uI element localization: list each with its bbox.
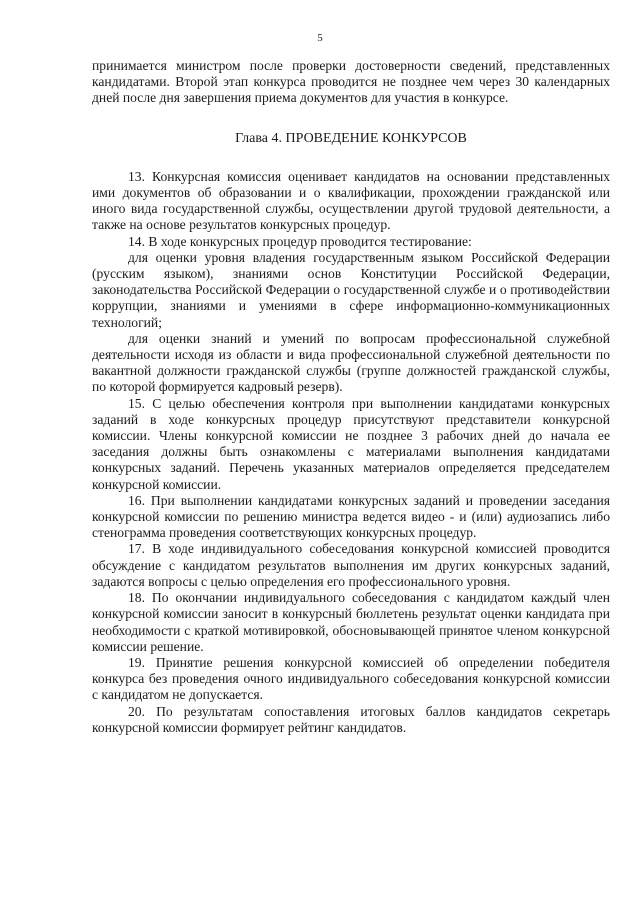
paragraph-16: 16. При выполнении кандидатами конкурсных заданий и проведении заседания конкурсной комиссии по решению министра ведется видео - и (или) аудиозапись либо стенограмма проведения соответствующих конкурсных процедур. xyxy=(92,492,610,541)
paragraph-19: 19. Принятие решения конкурсной комиссией об определении победителя конкурса без проведения очного индивидуального собеседования конкурсной комиссии с кандидатом не допускается. xyxy=(92,654,610,703)
paragraph-18: 18. По окончании индивидуального собеседования с кандидатом каждый член конкурсной комиссии заносит в конкурсный бюллетень результат оценки кандидата при необходимости с краткой мотивировкой, обосновывающей принятое членом конкурсной комиссии решение. xyxy=(92,590,610,654)
document-body xyxy=(92,58,610,736)
paragraph-14: 14. В ходе конкурсных процедур проводится тестирование: xyxy=(128,233,472,249)
paragraph-13: 13. Конкурсная комиссия оценивает кандидатов на основании представленных ими документов об образовании и о квалификации, прохождении гражданской или иного вида государственной службы, осуществлении другой трудовой деятельности, а также на основе результатов конкурсных процедур. xyxy=(92,168,610,233)
paragraph-14-item-2: для оценки знаний и умений по вопросам профессиональной служебной деятельности исходя из области и вида профессиональной служебной деятельности по вакантной должности гражданской службы (группе должностей гражданской службы, по которой формируется кадровый резерв). xyxy=(92,330,610,395)
intro-paragraph: принимается министром после проверки достоверности сведений, представленных кандидатами. Второй этап конкурса проводится не позднее чем через 30 календарных дней после дня завершения приема документов для участия в конкурсе. xyxy=(92,58,610,106)
paragraph-20: 20. По результатам сопоставления итоговых баллов кандидатов секретарь конкурсной комиссии формирует рейтинг кандидатов. xyxy=(92,703,610,735)
chapter-title: Глава 4. ПРОВЕДЕНИЕ КОНКУРСОВ xyxy=(235,130,467,146)
paragraph-17: 17. В ходе индивидуального собеседования конкурсной комиссией проводится обсуждение с кандидатом результатов выполнения им других конкурсных заданий, задаются вопросы с целью определения его профессионального уровня. xyxy=(92,541,610,589)
paragraph-14-item-1: для оценки уровня владения государственным языком Российской Федерации (русским языком), знаниями основ Конституции Российской Федерации, законодательства Российской Федерации о государственной службе и о противодействии коррупции, знаниями и умениями в сфере информационно-коммуникационных технологий; xyxy=(92,249,610,330)
page-number: 5 xyxy=(317,32,323,44)
paragraph-15: 15. С целью обеспечения контроля при выполнении кандидатами конкурсных заданий в ходе конкурсных процедур присутствуют представители конкурсной комиссии. Члены конкурсной комиссии не позднее 3 рабочих дней до начала ее заседания должны быть ознакомлены с материалами выполнения кандидатами конкурсных заданий. Перечень указанных материалов определяется председателем конкурсной комиссии. xyxy=(92,395,610,492)
